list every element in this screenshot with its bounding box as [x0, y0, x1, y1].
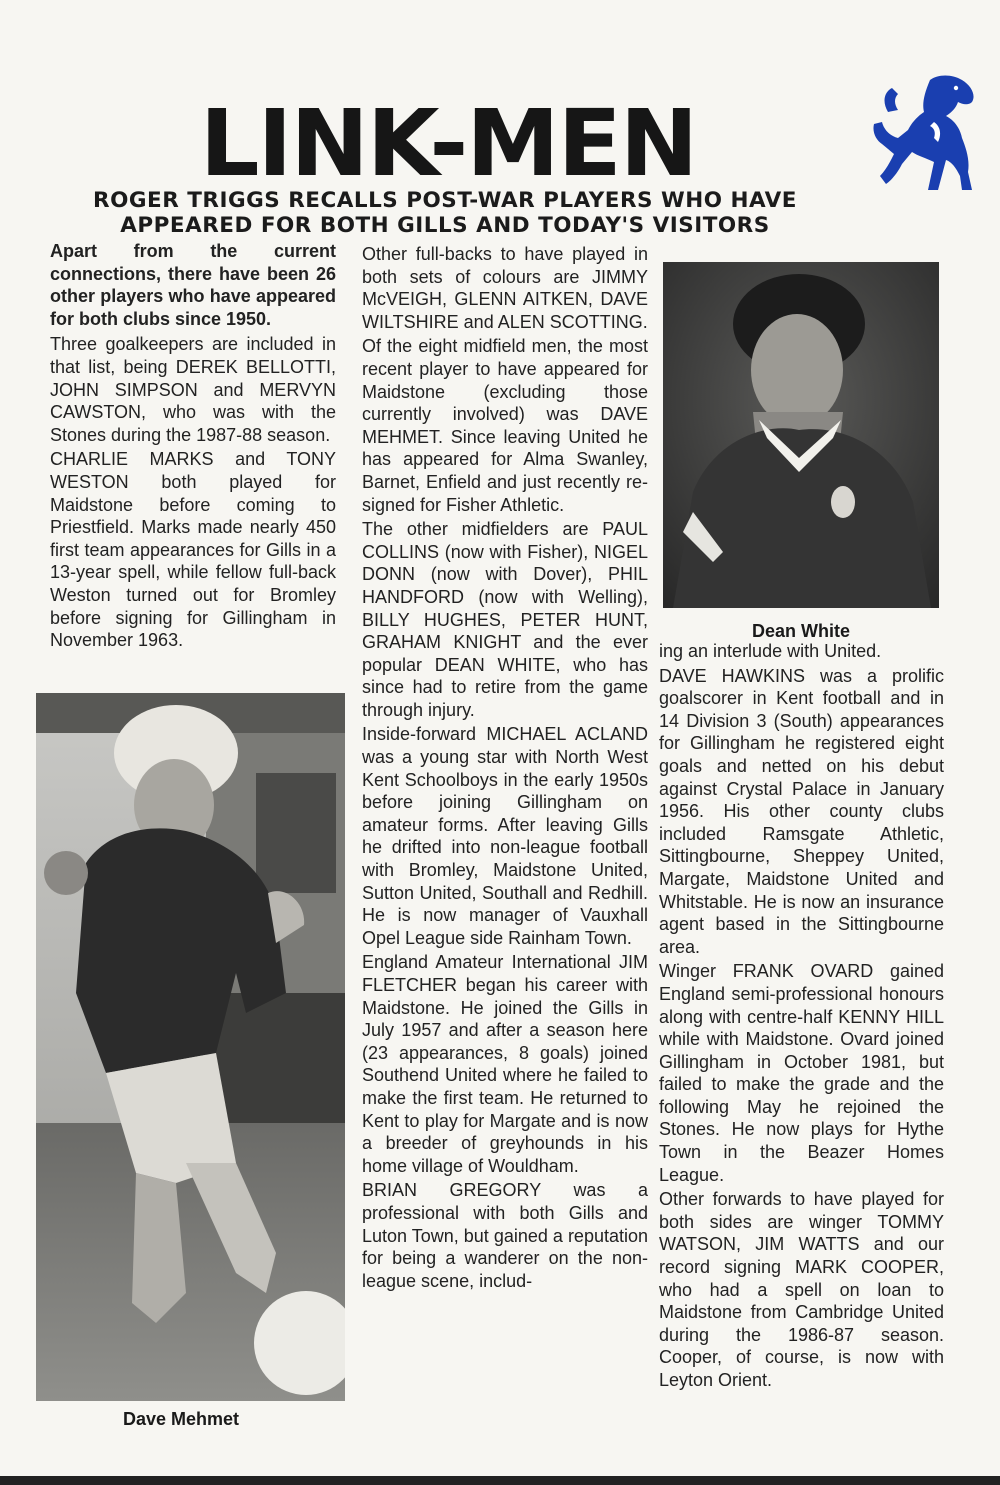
article-paragraph: ing an interlude with United.	[659, 641, 882, 661]
article-paragraph: Of the eight midfield men, the most recent player to have appeared for Maidstone (excluding those currently involved) was DAVE MEHMET. Since leaving United he has appeared for Alma Swanley, Barnet, Enfield and just recently re-signed for Fisher Athletic.	[362, 336, 648, 515]
article-column-3	[659, 640, 944, 1394]
headline: LINK-MEN	[199, 90, 697, 197]
article-paragraph: The other midfielders are PAUL COLLINS (now with Fisher), NIGEL DONN (now with Dover), PHIL HANDFORD (now with Welling), BILLY HUGHES, PETER HUNT, GRAHAM KNIGHT and the ever popular DEAN WHITE, who has since had to retire from the game through injury.	[362, 519, 648, 720]
article-paragraph: CHARLIE MARKS and TONY WESTON both played for Maidstone before coming to Priestfield. Marks made nearly 450 first team appearances for Gills in a 13-year spell, while fellow full-back Weston turned out for Bromley before signing for Gillingham in November 1963.	[50, 449, 336, 651]
article-paragraph: Winger FRANK OVARD gained England semi-professional honours along with centre-half KENNY HILL while with Maidstone. Ovard joined Gillingham in October 1981, but failed to make the grade and the following May he rejoined the Stones. He now plays for Hythe Town in the Beazer Homes League.	[659, 961, 944, 1185]
article-paragraph: Other full-backs to have played in both sets of colours are JIMMY McVEIGH, GLENN AITKEN, DAVE WILTSHIRE and ALEN SCOTTING.	[362, 244, 648, 332]
article-paragraph: Inside-forward MICHAEL ACLAND was a young star with North West Kent Schoolboys in the early 1950s before joining Gillingham on amateur forms. After leaving Gills he drifted into non-league football with Bromley, Maidstone United, Sutton United, Southall and Redhill. He is now manager of Vauxhall Opel League side Rainham Town.	[362, 724, 648, 948]
standfirst-line-1: ROGER TRIGGS RECALLS POST-WAR PLAYERS WHO HAVE	[93, 188, 797, 213]
article-column-2	[362, 243, 648, 1294]
article-paragraph: Three goalkeepers are included in that list, being DEREK BELLOTTI, JOHN SIMPSON and MERVYN CAWSTON, who was with the Stones during the 1987-88 season.	[50, 334, 336, 445]
photo-dave-mehmet	[36, 693, 345, 1401]
photo-dean-white	[663, 262, 939, 608]
lead-paragraph: Apart from the current connections, there have been 26 other players who have appeared for both clubs since 1950.	[50, 241, 336, 329]
bottom-rule	[0, 1476, 1000, 1485]
article-paragraph: BRIAN GREGORY was a professional with both Gills and Luton Town, but gained a reputation for being a wanderer on the non-league scene, includ-	[362, 1180, 648, 1291]
article-column-1	[50, 240, 336, 654]
standfirst	[40, 188, 850, 238]
photo-dean-white-image	[663, 262, 939, 608]
caption-dave-mehmet: Dave Mehmet	[122, 1409, 240, 1429]
rampant-horse-icon	[868, 72, 986, 194]
article-paragraph: Other forwards to have played for both sides are winger TOMMY WATSON, JIM WATTS and our record signing MARK COOPER, who had a spell on loan to Maidstone from Cambridge United during the 1986-87 season. Cooper, of course, is now with Leyton Orient.	[659, 1189, 944, 1390]
photo-dave-mehmet-image	[36, 693, 345, 1401]
caption-dean-white: Dean White	[751, 621, 850, 641]
standfirst-line-2: APPEARED FOR BOTH GILLS AND TODAY'S VISITORS	[120, 213, 770, 238]
article-paragraph: England Amateur International JIM FLETCHER began his career with Maidstone. He joined the Gills in July 1957 and after a season here (23 appearances, 8 goals) joined Southend United where he failed to make the first team. He returned to Kent to play for Margate and is now a breeder of greyhounds in his home village of Wouldham.	[362, 952, 648, 1176]
article-paragraph: DAVE HAWKINS was a prolific goalscorer in Kent football and in 14 Division 3 (South) appearances for Gillingham he registered eight goals and netted on his debut against Crystal Palace in January 1956. His other county clubs included Ramsgate Athletic, Sittingbourne, Sheppey United, Margate, Maidstone United and Whitstable. He is now an insurance agent based in the Sittingbourne area.	[659, 665, 944, 957]
